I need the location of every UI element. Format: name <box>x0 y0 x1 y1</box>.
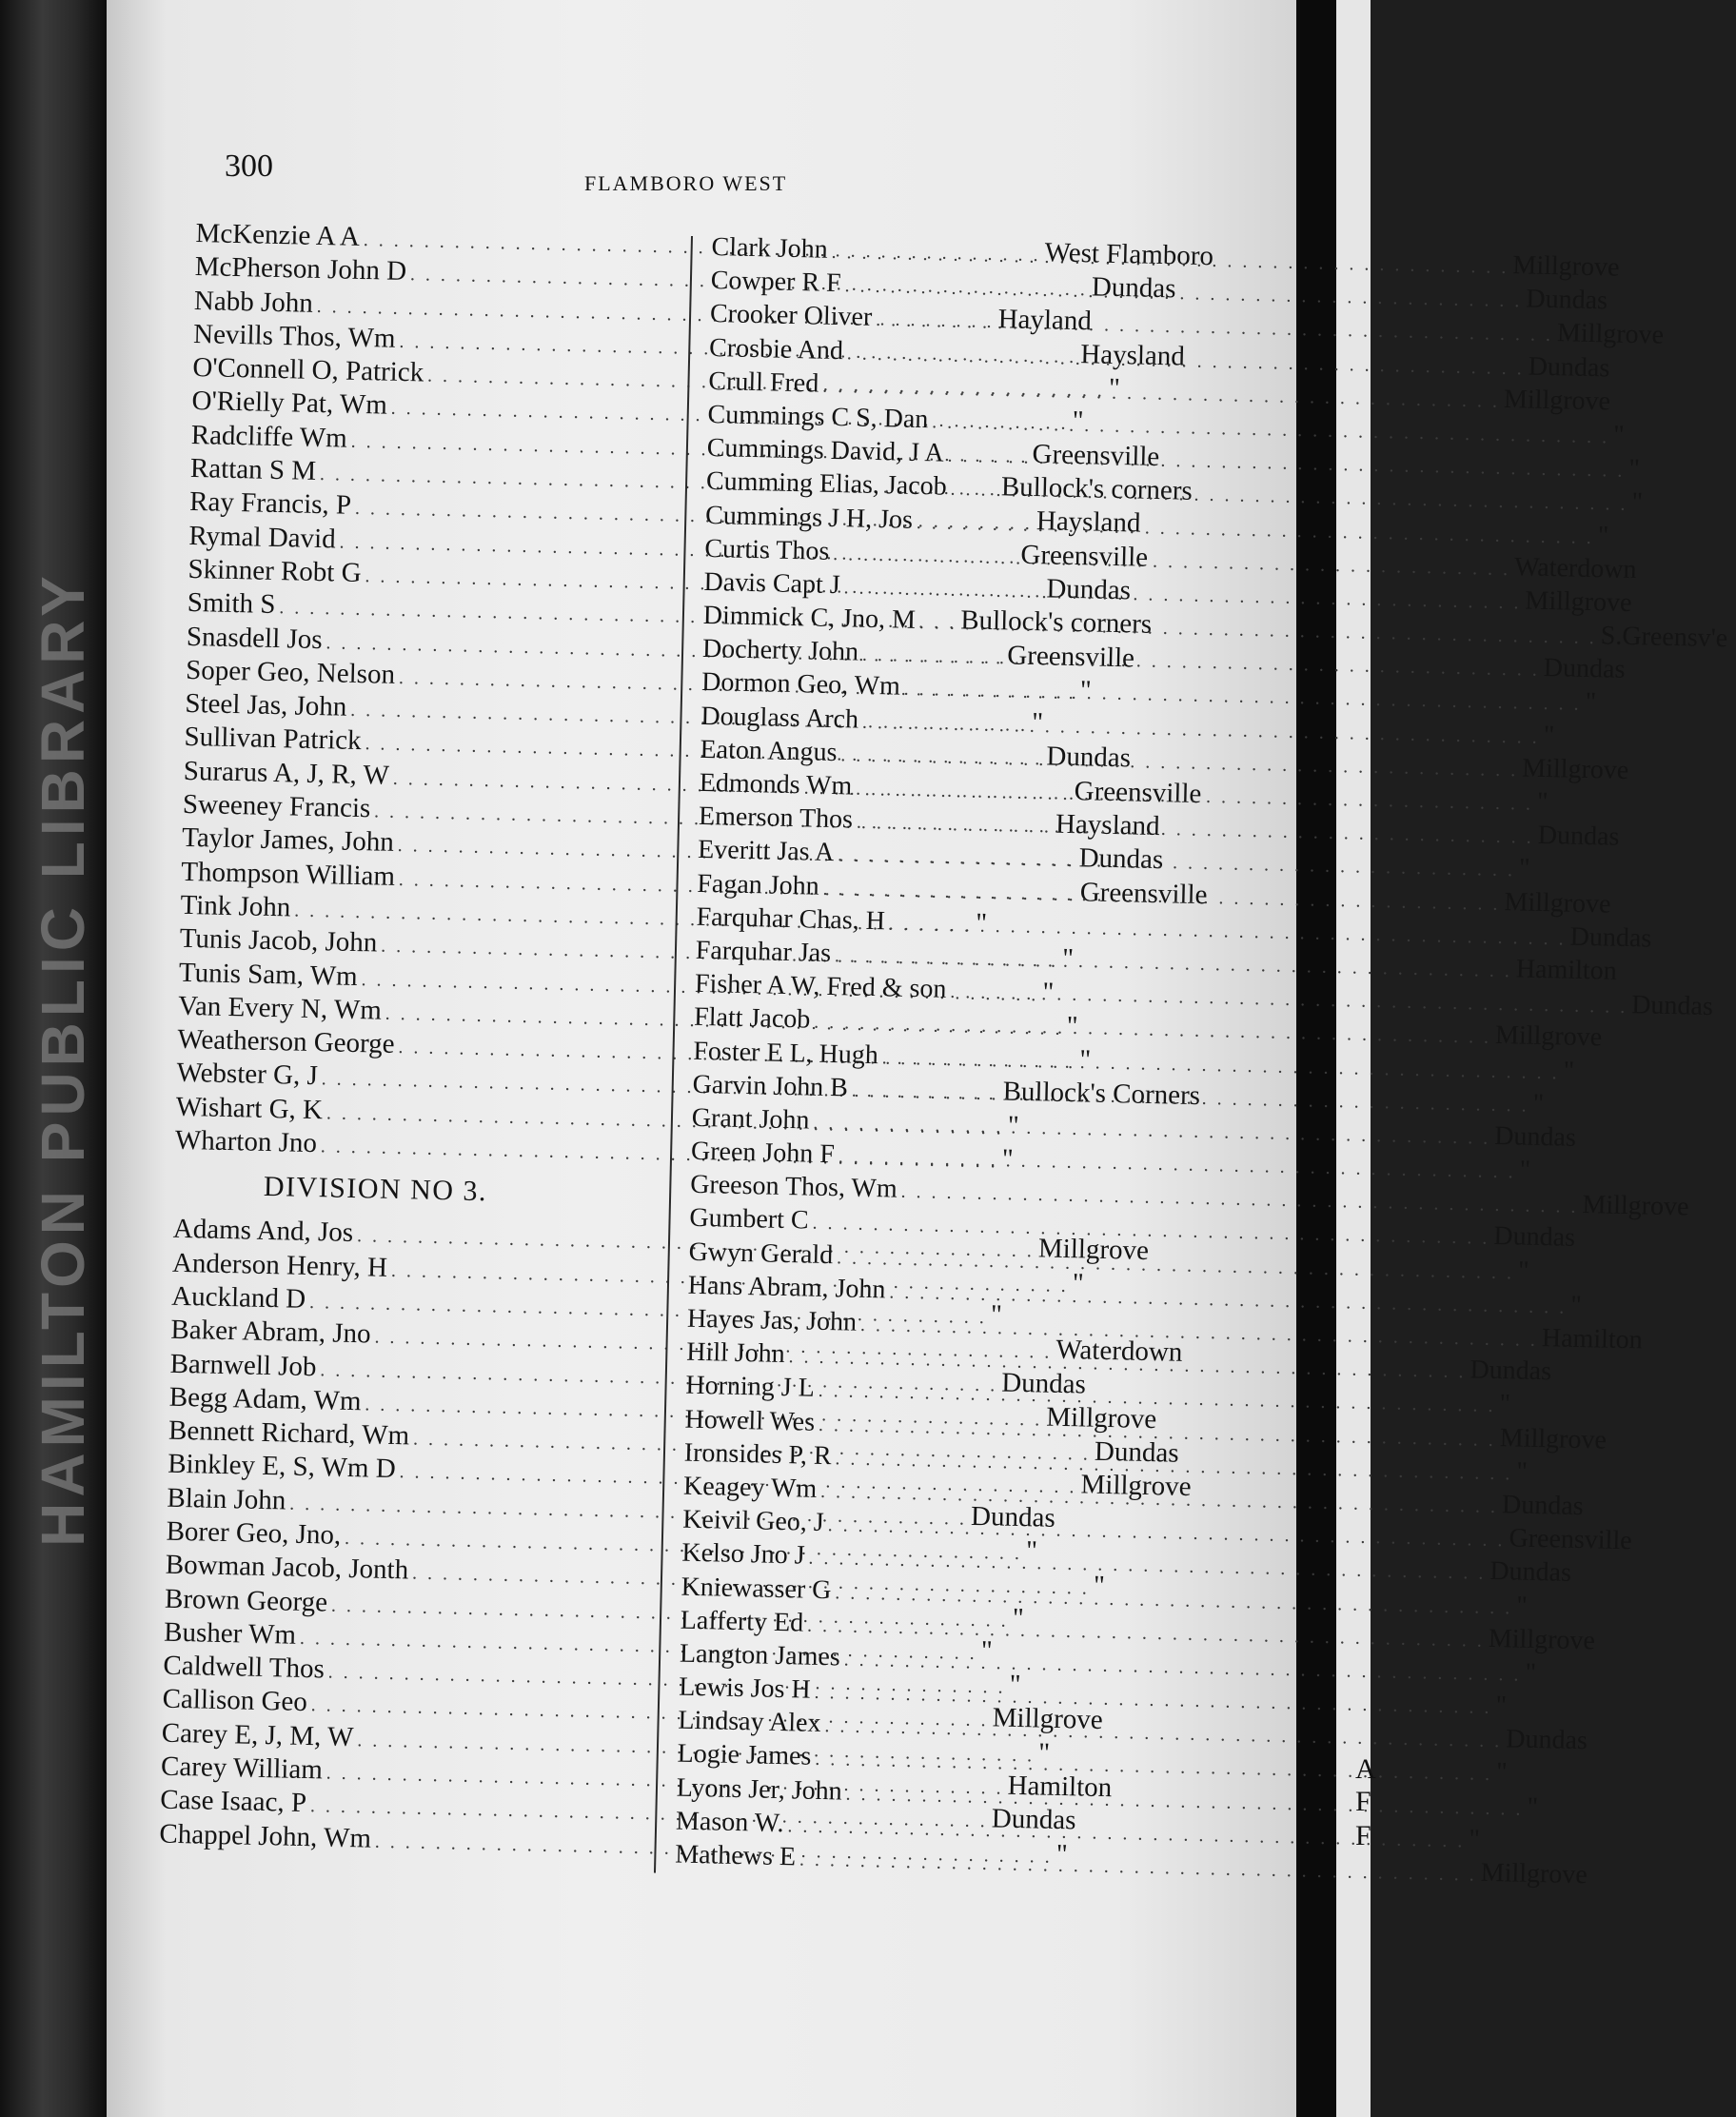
resident-name: Weatherson George <box>177 1023 395 1060</box>
post-office: " <box>1515 1591 1529 1621</box>
post-office: Millgrove <box>1037 1233 1150 1267</box>
resident-name: Caldwell Thos <box>163 1650 326 1685</box>
resident-name: Carey E, J, M, W <box>161 1717 354 1752</box>
resident-name: Keivil Geo, J <box>681 1504 825 1538</box>
post-office: Haysland <box>1055 808 1160 842</box>
resident-name: Snasdell Jos <box>186 621 323 655</box>
post-office: " <box>1042 976 1055 1008</box>
resident-name: Horning J L <box>685 1371 816 1404</box>
resident-name: Davis Capt J <box>703 566 841 601</box>
post-office: Dundas <box>1505 1724 1588 1756</box>
resident-name: Rymal David <box>188 520 337 555</box>
post-office: " <box>1495 1757 1508 1788</box>
resident-name: Cumming Elias, Jacob <box>705 466 948 502</box>
resident-name: Steel Jas, John <box>185 688 347 722</box>
adjacent-page-fragment: A <box>1355 1753 1376 1785</box>
running-title: FLAMBORO WEST <box>584 171 788 195</box>
post-office: " <box>1536 786 1549 818</box>
resident-name: Case Isaac, P <box>159 1784 307 1819</box>
post-office: Dundas <box>1528 351 1610 383</box>
post-office: Millgrove <box>1080 1469 1192 1503</box>
resident-name: Howell Wes <box>684 1404 816 1437</box>
resident-name: Nabb John <box>193 285 314 319</box>
resident-name: Tink John <box>180 889 291 923</box>
resident-name: Clark John <box>711 231 829 265</box>
resident-name: Borer Geo, Jno, <box>166 1515 342 1551</box>
post-office: Greensville <box>1509 1523 1632 1556</box>
resident-name: Cummings David, J A <box>706 433 945 468</box>
resident-name: Keagey Wm <box>682 1471 818 1504</box>
post-office: Bullock's Corners <box>1002 1076 1201 1112</box>
resident-name: Crosbie And <box>708 332 844 366</box>
post-office: Millgrove <box>1503 384 1611 417</box>
resident-name: Hayes Jas, John <box>686 1303 858 1337</box>
adjacent-page-fragment: F <box>1355 1786 1371 1817</box>
resident-name: Hill John <box>685 1336 786 1370</box>
resident-name: McKenzie A A <box>195 217 361 252</box>
library-spine-stamp: HAMILTON PUBLIC LIBRARY <box>29 570 97 1547</box>
post-office: Millgrove <box>1488 1623 1596 1656</box>
post-office: Greensville <box>1074 775 1202 809</box>
resident-name: Busher Wm <box>163 1616 297 1651</box>
resident-name: Docherty John <box>701 634 859 667</box>
post-office: " <box>1108 372 1121 405</box>
resident-name: Kniewasser G <box>681 1572 832 1605</box>
resident-name: Blain John <box>167 1482 286 1516</box>
division-heading: DIVISION NO 3. <box>263 1171 488 1208</box>
post-office: " <box>1495 1691 1508 1721</box>
post-office: Millgrove <box>1582 1190 1689 1222</box>
resident-name: Wharton Jno <box>174 1124 318 1159</box>
post-office: " <box>990 1299 1003 1331</box>
resident-name: Rattan S M <box>189 453 317 487</box>
resident-name: Green John F <box>690 1136 836 1170</box>
resident-name: Crooker Oliver <box>709 299 873 333</box>
resident-name: Webster G, J <box>176 1058 319 1092</box>
post-office: Dundas <box>1569 921 1652 954</box>
resident-name: Wishart G, K <box>175 1091 324 1125</box>
resident-name: Logie James <box>677 1739 812 1772</box>
post-office: Dundas <box>1489 1556 1572 1589</box>
resident-name: Lindsay Alex <box>678 1705 821 1739</box>
post-office: " <box>1518 853 1530 884</box>
resident-name: Grant John <box>691 1102 810 1136</box>
post-office: Dundas <box>1493 1120 1577 1153</box>
post-office: Millgrove <box>992 1702 1104 1736</box>
resident-name: Lewis Jos H <box>678 1672 812 1705</box>
post-office: Millgrove <box>1045 1401 1157 1435</box>
resident-name: Tunis Jacob, John <box>179 923 378 959</box>
resident-name: Lafferty Ed <box>680 1605 804 1638</box>
post-office: " <box>1527 1791 1539 1822</box>
resident-name: Soper Geo, Nelson <box>185 654 396 690</box>
resident-name: Nevills Thos, Wm <box>192 318 396 354</box>
post-office: Bullock's corners <box>1000 471 1194 506</box>
resident-name: Douglass Arch <box>700 701 859 735</box>
post-office: Dundas <box>1470 1355 1552 1387</box>
page-number: 300 <box>225 148 273 184</box>
resident-name: Sweeney Francis <box>182 788 371 824</box>
post-office: Millgrove <box>1480 1857 1588 1890</box>
post-office: " <box>1628 454 1641 485</box>
post-office: " <box>1037 1737 1051 1769</box>
post-office: Haysland <box>1080 339 1186 372</box>
post-office: " <box>1525 1657 1537 1688</box>
resident-name: Tunis Sam, Wm <box>178 957 359 992</box>
post-office: " <box>1499 1389 1511 1419</box>
resident-name: Hans Abram, John <box>687 1270 886 1305</box>
resident-name: Garvin John B <box>692 1069 849 1103</box>
resident-name: Eaton Angus <box>700 734 838 767</box>
post-office: " <box>1517 1256 1529 1286</box>
post-office: " <box>1585 687 1597 718</box>
post-office: West Flamboro <box>1044 237 1214 272</box>
post-office: " <box>1055 1838 1069 1870</box>
resident-name: Taylor James, John <box>181 822 395 859</box>
post-office: Hamilton <box>1515 954 1618 986</box>
post-office: Bullock's corners <box>959 604 1153 641</box>
post-office: " <box>1612 420 1625 450</box>
post-office: " <box>1631 487 1644 518</box>
post-office: Waterdown <box>1513 551 1637 584</box>
post-office: " <box>1066 1010 1078 1042</box>
post-office: " <box>1079 1044 1092 1076</box>
post-office: " <box>1031 707 1044 739</box>
resident-name: Bennett Richard, Wm <box>168 1415 410 1452</box>
resident-name: Van Every N, Wm <box>177 990 383 1026</box>
post-office: Millgrove <box>1499 1422 1608 1455</box>
post-office: " <box>1079 675 1093 706</box>
resident-name: Radcliffe Wm <box>190 419 348 454</box>
post-office: Millgrove <box>1556 318 1665 351</box>
post-office: " <box>1563 1056 1575 1086</box>
post-office: Dundas <box>1046 573 1132 606</box>
post-office: Millgrove <box>1521 753 1629 785</box>
post-office: Dundas <box>1046 741 1132 774</box>
resident-name: Chappel John, Wm <box>159 1818 372 1854</box>
post-office: Dundas <box>1543 653 1626 685</box>
resident-name: Cummings C S, Dan <box>707 399 929 435</box>
adjacent-page-fragment: F <box>1355 1820 1371 1851</box>
post-office: Dundas <box>1000 1367 1087 1400</box>
post-office: Dundas <box>1526 284 1608 316</box>
post-office: " <box>1007 1110 1020 1141</box>
resident-name: Greeson Thos, Wm <box>689 1169 898 1204</box>
post-office: " <box>1469 1824 1481 1854</box>
post-office: Millgrove <box>1504 886 1611 920</box>
post-office: Dundas <box>1493 1221 1576 1254</box>
resident-name: Auckland D <box>170 1280 306 1315</box>
post-office: Hamilton <box>1541 1323 1644 1355</box>
resident-name: McPherson John D <box>194 251 407 287</box>
post-office: " <box>1025 1535 1038 1567</box>
post-office: Dundas <box>1078 842 1164 876</box>
resident-name: Cummings J H, Jos <box>704 500 914 535</box>
post-office: " <box>980 1634 994 1667</box>
resident-name: Lyons Jer, John <box>676 1772 843 1807</box>
resident-name: Dormon Geo, Wm <box>700 667 901 702</box>
resident-name: Fisher A W, Fred & son <box>694 968 947 1004</box>
post-office: " <box>1093 1571 1106 1602</box>
resident-name: Surarus A, J, R, W <box>183 755 390 791</box>
resident-name: Farquhar Jas <box>695 935 832 968</box>
post-office: " <box>1072 1267 1085 1299</box>
resident-name: Thompson William <box>181 856 396 892</box>
resident-name: Curtis Thos <box>704 533 830 566</box>
resident-name: Edmonds Wm <box>699 767 853 801</box>
resident-name: Farquhar Chas, H <box>696 901 886 937</box>
post-office: Hamilton <box>1007 1770 1113 1804</box>
post-office: " <box>1001 1143 1014 1175</box>
resident-name: Bowman Jacob, Jonth <box>165 1549 409 1586</box>
resident-name: Adams And, Jos <box>172 1214 354 1249</box>
post-office: Millgrove <box>1512 250 1620 283</box>
resident-name: Emerson Thos <box>698 801 854 835</box>
post-office: Dundas <box>991 1803 1076 1836</box>
resident-name: Mason W. <box>675 1806 784 1838</box>
resident-name: Cowper R F <box>710 266 842 299</box>
resident-name: Everitt Jas A <box>697 835 835 868</box>
resident-name: O'Connell O, Patrick <box>192 352 424 388</box>
resident-name: Binkley E, S, Wm D <box>167 1449 397 1485</box>
resident-name: Carey William <box>160 1751 324 1786</box>
post-office: " <box>975 907 988 939</box>
book-binding <box>0 0 107 2117</box>
resident-name: O'Rielly Pat, Wm <box>191 386 388 422</box>
resident-name: Baker Abram, Jno <box>170 1314 372 1350</box>
post-office: Haysland <box>1036 505 1141 539</box>
resident-name: Ray Francis, P <box>188 486 352 522</box>
post-office: " <box>1597 520 1609 550</box>
post-office: Dundas <box>1630 990 1714 1022</box>
post-office: Dundas <box>970 1500 1056 1533</box>
resident-name: Fagan John <box>697 868 820 901</box>
resident-name: Anderson Henry, H <box>171 1247 388 1283</box>
resident-name: Kelso Jno J <box>681 1537 805 1571</box>
resident-name: Foster E L, Hugh <box>693 1036 879 1070</box>
post-office: " <box>1072 406 1084 437</box>
resident-name: Mathews E <box>674 1839 797 1872</box>
resident-name: Gwyn Gerald <box>688 1237 834 1270</box>
post-office: Dundas <box>1501 1490 1584 1522</box>
post-office: S.Greensv'e <box>1600 621 1728 654</box>
right-column-listing <box>674 230 1728 1890</box>
post-office: Millgrove <box>1494 1020 1603 1053</box>
post-office: Greensville <box>1032 438 1160 472</box>
post-office: Millgrove <box>1525 585 1632 618</box>
post-office: Greensville <box>1007 640 1135 674</box>
post-office: Dundas <box>1094 1435 1179 1469</box>
resident-name: Skinner Robt G <box>187 553 362 588</box>
resident-name: Callison Geo <box>162 1684 308 1718</box>
post-office: " <box>1516 1456 1529 1487</box>
post-office: Hayland <box>997 303 1093 336</box>
resident-name: Langton James <box>679 1638 841 1672</box>
resident-name: Barnwell Job <box>169 1348 317 1382</box>
post-office: Greensville <box>1020 539 1149 573</box>
resident-name: Begg Adam, Wm <box>168 1381 362 1417</box>
post-office: " <box>1009 1669 1021 1701</box>
resident-name: Gumbert C <box>689 1203 809 1237</box>
post-office: " <box>1012 1602 1025 1633</box>
resident-name: Dimmick C, Jno, M <box>702 600 917 636</box>
resident-name: Sullivan Patrick <box>184 722 362 757</box>
resident-name: Brown George <box>164 1583 328 1618</box>
post-office: " <box>1519 1155 1531 1185</box>
post-office: Dundas <box>1091 271 1176 305</box>
post-office: " <box>1543 720 1555 750</box>
resident-name: Ironsides P, R <box>683 1437 832 1471</box>
post-office: Dundas <box>1537 821 1620 852</box>
resident-name: Crull Fred <box>708 366 819 399</box>
post-office: " <box>1061 943 1075 975</box>
post-office: " <box>1532 1088 1545 1118</box>
post-office: " <box>1569 1290 1583 1320</box>
post-office: Waterdown <box>1055 1335 1183 1369</box>
resident-name: Smith S <box>187 587 276 621</box>
resident-name: Flatt Jacob <box>693 1002 811 1035</box>
post-office: Greensville <box>1079 876 1208 910</box>
